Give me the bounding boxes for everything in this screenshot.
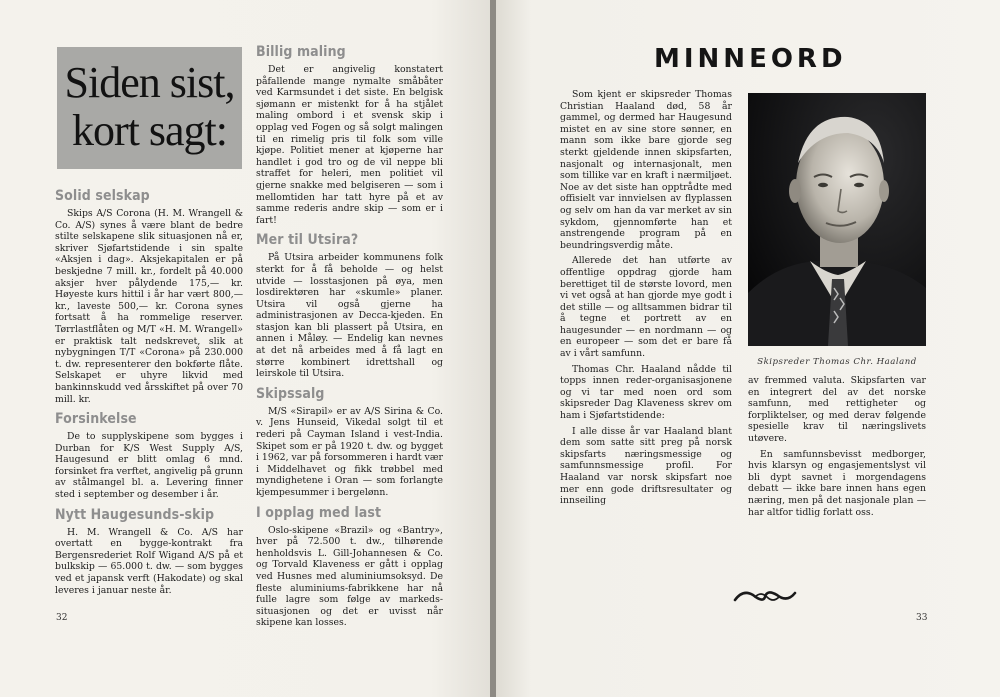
photo-caption: Skipsreder Thomas Chr. Haaland [757, 357, 917, 367]
portrait-photo [748, 93, 926, 346]
left-column-2 [256, 44, 443, 629]
right-column-1 [560, 89, 732, 507]
right-column-2 [748, 375, 926, 518]
left-column-1 [55, 188, 243, 596]
article-paragraph: De to supplyskipene som bygges i Durban for K/S West Supply A/S, Haugesund er blitt omlag 6 mnd. forsinket fra verftet, angivelig på grunn av stålmangel bl. a. Levering finner sted i september og desember i år. [55, 431, 243, 501]
section-heading: MINNEORD [654, 44, 847, 74]
portrait-illustration-icon [748, 93, 926, 346]
article-heading: Billig maling [256, 44, 346, 60]
article-paragraph: Skips A/S Corona (H. M. Wrangell & Co. A/S) synes å være blant de bedre stilte selskapene slik situasjonen nå er, skriver Sjøfartstidende i sin spalte «Aksjen i dag». Aksjekapitalen er på beskjedne 7 mill. kr., fordelt på 40.000 aksjer hver pålydende 175,— kr. Høyeste kurs hittil i år har vært 800,— kr., laveste 500,— kr. Corona synes fortsatt å ha rommelige reserver. Tørrlastflåten og M/T «H. M. Wrangell» er praktisk talt nedskrevet, slik at nybygningen T/T «Corona» på 230.000 t. dw. representerer den bokførte flåte. Selskapet er uhyre likvid med bankinnskudd ved årsskiftet på over 70 mill. kr. [55, 208, 243, 405]
wave-scroll-icon [733, 583, 797, 611]
article-heading: Solid selskap [55, 188, 150, 204]
ornament-divider [733, 583, 797, 615]
left-page [0, 0, 490, 697]
article-paragraph: En samfunnsbevisst medborger, hvis klarsyn og engasjementslyst vil bli dypt savnet i morgendagens debatt — ikke bare innen hans egen næring, men på det nasjonale plan — har altfor tidlig forlatt oss. [748, 448, 926, 518]
article-paragraph: Allerede det han utførte av offentlige oppdrag gjorde ham berettiget til de største lovord, men vi vet også at han gjorde mye godt i det stille — og alltsammen bidrar til å tegne et portrett av en haugesunder — en nordmann — og en europeer — som det er bare få av i vårt samfunn. [560, 255, 732, 360]
article-paragraph: H. M. Wrangell & Co. A/S har overtatt en bygge-kontrakt fra Bergensrederiet Rolf Wigand A/S på et bulkskip — 65.000 t. dw. — som bygges ved et japansk verft (Hakodate) og skal leveres i januar neste år. [55, 526, 243, 596]
quote-paragraph: I alle disse år var Haaland blant dem som satte sitt preg på norsk skipsfarts næringsmessige og samfunnsmessige profil. For Haaland var norsk skipsfart noe mer enn gode driftsresultater og innseiling [560, 425, 732, 507]
title-line-1: Siden sist, [64, 58, 235, 107]
article-paragraph: Oslo-skipene «Brazil» og «Bantry», hver på 72.500 t. dw., tilhørende henholdsvis L. Gill-Johannesen & Co. og Torvald Klaveness er gått i opplag ved Husnes med aluminiumsoksyd. De fleste aluminiums-fabrikkene har nå fulle lagre som følge av markeds-situasjonen og det er uvisst når skipene kan losses. [256, 524, 443, 629]
page-number: 33 [916, 613, 928, 623]
article-paragraph: Thomas Chr. Haaland nådde til topps innen reder-organisasjonene og vi tar med noen ord som skipsreder Dag Klaveness skrev om ham i Sjøfartstidende: [560, 363, 732, 422]
article-heading: Skipssalg [256, 385, 325, 402]
article-paragraph: Det er angivelig konstatert påfallende mange nymalte småbåter ved Karmsundet i det siste. En belgisk sjømann er mistenkt for å ha stjålet maling ombord i et svensk skip i opplag ved Fogen og så solgt malingen til en rimelig pris til folk som ville kjøpe. Politiet mener at kjøperne har handlet i god tro og de vil neppe bli straffet for heleri, men politiet vil gjerne snakke med belgiseren — som i mellomtiden har tatt hyre på et av samme rederis andre skip — som er i fart! [256, 64, 443, 226]
article-heading: Forsinkelse [55, 411, 137, 428]
title-box [57, 47, 242, 169]
article-paragraph: På Utsira arbeider kommunens folk sterkt for å få beholde — og helst utvide — losstasjonen på øya, men losdirektøren har «skumle» planer. Utsira vil også gjerne ha administrasjonen av Decca-kjeden. En stasjon kan bli plassert på Utsira, en annen i Måløy. — Endelig kan nevnes at det nå arbeides med å få lagt en større kombinert idrettshall og leirskole til Utsira. [256, 252, 443, 380]
page-number: 32 [56, 613, 68, 623]
article-heading: Mer til Utsira? [256, 232, 359, 249]
article-paragraph: av fremmed valuta. Skipsfarten var en integrert del av det norske samfunn, med rettigheter og forpliktelser, og med derav følgende spesielle krav til næringslivets utøvere. [748, 375, 926, 444]
title-line-2: kort sagt: [72, 106, 227, 155]
article-paragraph: Som kjent er skipsreder Thomas Christian Haaland død, 58 år gammel, og dermed har Haugesund mistet en av sine store sønner, en mann som ikke bare gjorde seg sterkt gjeldende innen skipsfarten, nasjonalt og internasjonalt, men som tillike var en kraft i nærmiljøet. Noe av det siste han opptrådte med offisielt var innvielsen av flyplassen og selv om han da var merket av sin sykdom, gjennomførte han et anstrengende program på en beundringsverdig måte. [560, 89, 732, 251]
article-paragraph: M/S «Sirapil» er av A/S Sirina & Co. v. Jens Hunseid, Vikedal solgt til et rederi på Cayman Island i vest-India. Skipet som er på 1920 t. dw. og bygget i 1962, var på forsommeren i hardt vær i Middelhavet og fikk trøbbel med myndighetene i Oran — som forlangte kjempesummer i bergelønn. [256, 405, 443, 498]
article-heading: Nytt Haugesunds-skip [55, 506, 215, 523]
article-heading: I opplag med last [256, 504, 382, 521]
